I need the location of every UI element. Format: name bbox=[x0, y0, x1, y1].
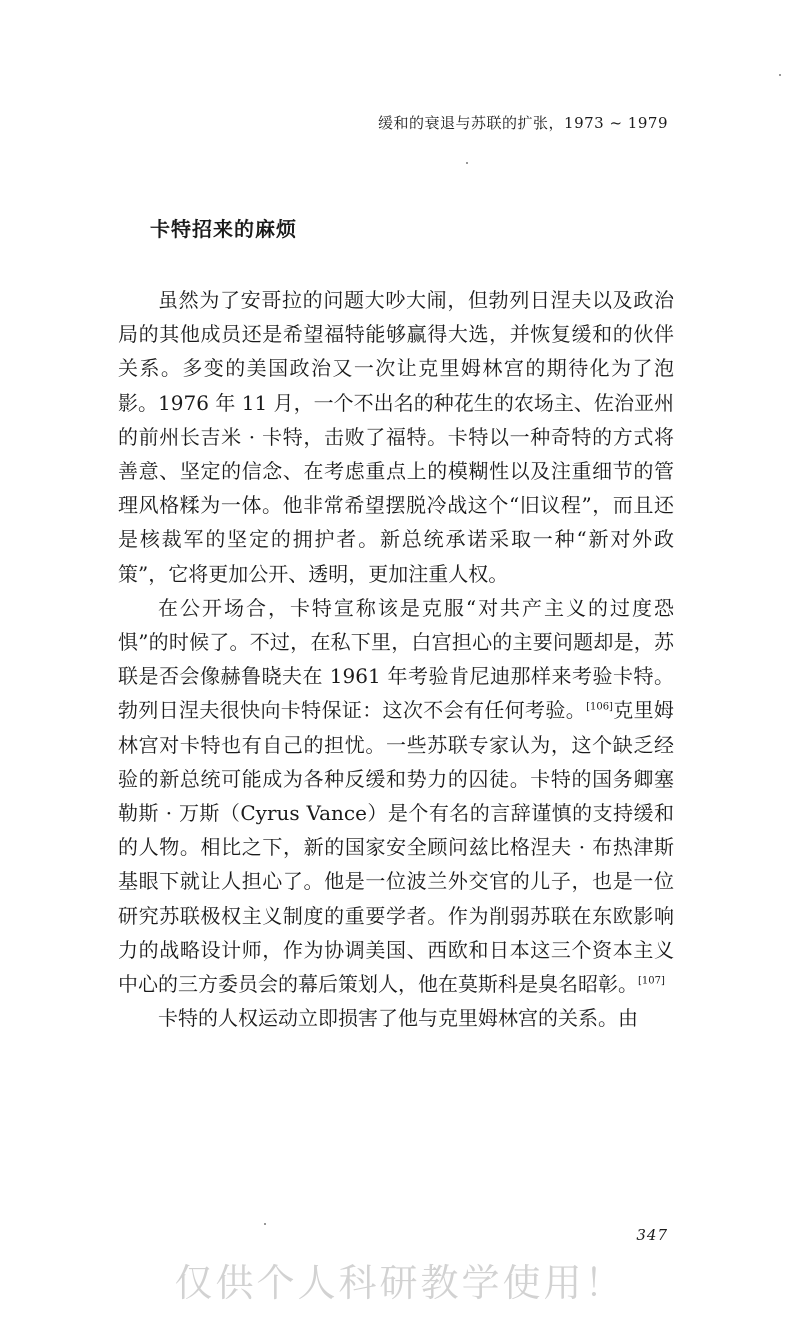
paragraph-2 bbox=[118, 591, 674, 1001]
footnote-marker-106[interactable]: [106] bbox=[586, 701, 613, 713]
section-title: 卡特招来的麻烦 bbox=[150, 217, 297, 241]
paragraph-text: 克里姆林宫对卡特也有自己的担忧。一些苏联专家认为，这个缺乏经验的新总统可能成为各种反缓和势力的囚徒。卡特的国务卿塞勒斯 · 万斯（Cyrus Vance）是个有名的言辞谨慎的支持缓和的人物。相比之下，新的国家安全顾问兹比格涅夫 · 布热津斯基眼下就让人担心了。他是一位波兰外交官的儿子，也是一位研究苏联极权主义制度的重要学者。作为削弱苏联在东欧影响力的战略设计师，作为协调美国、西欧和日本这三个资本主义中心的三方委员会的幕后策划人，他在莫斯科是臭名昭彰。 bbox=[118, 698, 675, 997]
footnote-marker-107[interactable]: [107] bbox=[638, 975, 665, 987]
paragraph-text: 虽然为了安哥拉的问题大吵大闹，但勃列日涅夫以及政治局的其他成员还是希望福特能够赢得大选，并恢复缓和的伙伴关系。多变的美国政治又一次让克里姆林宫的期待化为了泡影。1976 年 11 月，一个不出名的种花生的农场主、佐治亚州的前州长吉米 · 卡特，击败了福特。卡特以一种奇特的方式将善意、坚定的信念、在考虑重点上的模糊性以及注重细节的管理风格糅为一体。他非常希望摆脱冷战这个“旧议程”，而且还是核裁军的坚定的拥护者。新总统承诺采取一种“新对外政策”，它将更加公开、透明，更加注重人权。 bbox=[118, 288, 674, 586]
body-text bbox=[118, 283, 674, 1035]
page-number: 347 bbox=[636, 1226, 668, 1244]
scan-speck bbox=[779, 74, 781, 76]
scan-speck bbox=[264, 1223, 266, 1225]
paragraph-1 bbox=[118, 283, 674, 591]
paragraph-text: 在公开场合，卡特宣称该是克服“对共产主义的过度恐惧”的时候了。不过，在私下里，白宫担心的主要问题却是，苏联是否会像赫鲁晓夫在 1961 年考验肯尼迪那样来考验卡特。勃列日涅夫很快向卡特保证：这次不会有任何考验。 bbox=[118, 595, 674, 723]
paragraph-3 bbox=[118, 1001, 674, 1035]
paragraph-text: 卡特的人权运动立即损害了他与克里姆林宫的关系。由 bbox=[158, 1006, 638, 1031]
watermark: 仅供个人科研教学使用！ bbox=[174, 1261, 626, 1305]
scan-speck bbox=[466, 162, 468, 164]
running-header: 缓和的衰退与苏联的扩张，1973 ~ 1979 bbox=[378, 114, 668, 132]
